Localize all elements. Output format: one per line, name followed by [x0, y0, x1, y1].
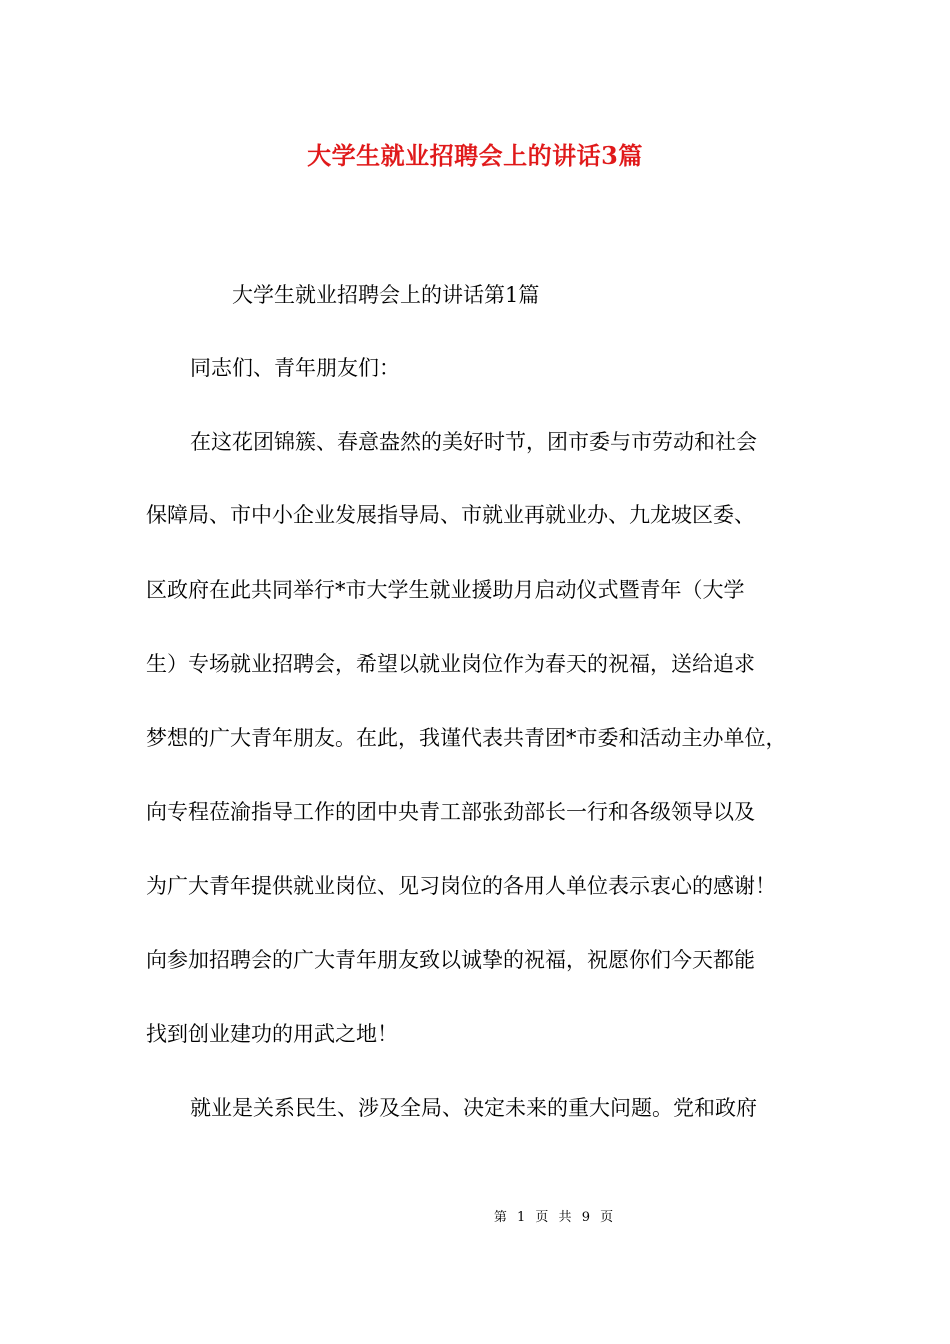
paragraph-line: 梦想的广大青年朋友。在此，我谨代表共青团*市委和活动主办单位，: [146, 726, 787, 750]
paragraph-line: 为广大青年提供就业岗位、见习岗位的各用人单位表示衷心的感谢！: [146, 874, 776, 898]
paragraph-line: 找到创业建功的用武之地！: [146, 1022, 398, 1046]
paragraph-line: 就业是关系民生、涉及全局、决定未来的重大问题。党和政府: [190, 1096, 757, 1120]
document-title: 大学生就业招聘会上的讲话3篇: [307, 141, 643, 170]
paragraph-line: 向专程莅渝指导工作的团中央青工部张劲部长一行和各级领导以及: [146, 800, 755, 824]
paragraph-line: 向参加招聘会的广大青年朋友致以诚挚的祝福，祝愿你们今天都能: [146, 948, 755, 972]
greeting-line: 同志们、青年朋友们：: [190, 356, 400, 380]
section-heading: 大学生就业招聘会上的讲话第1篇: [232, 283, 540, 307]
paragraph-line: 生）专场就业招聘会，希望以就业岗位作为春天的祝福，送给追求: [146, 652, 755, 676]
paragraph-line: 区政府在此共同举行*市大学生就业援助月启动仪式暨青年（大学: [146, 578, 745, 602]
page-number-footer: 第 1 页 共 9 页: [493, 1210, 617, 1225]
paragraph-line: 保障局、市中小企业发展指导局、市就业再就业办、九龙坡区委、: [146, 503, 755, 527]
paragraph-line: 在这花团锦簇、春意盎然的美好时节，团市委与市劳动和社会: [190, 430, 757, 454]
